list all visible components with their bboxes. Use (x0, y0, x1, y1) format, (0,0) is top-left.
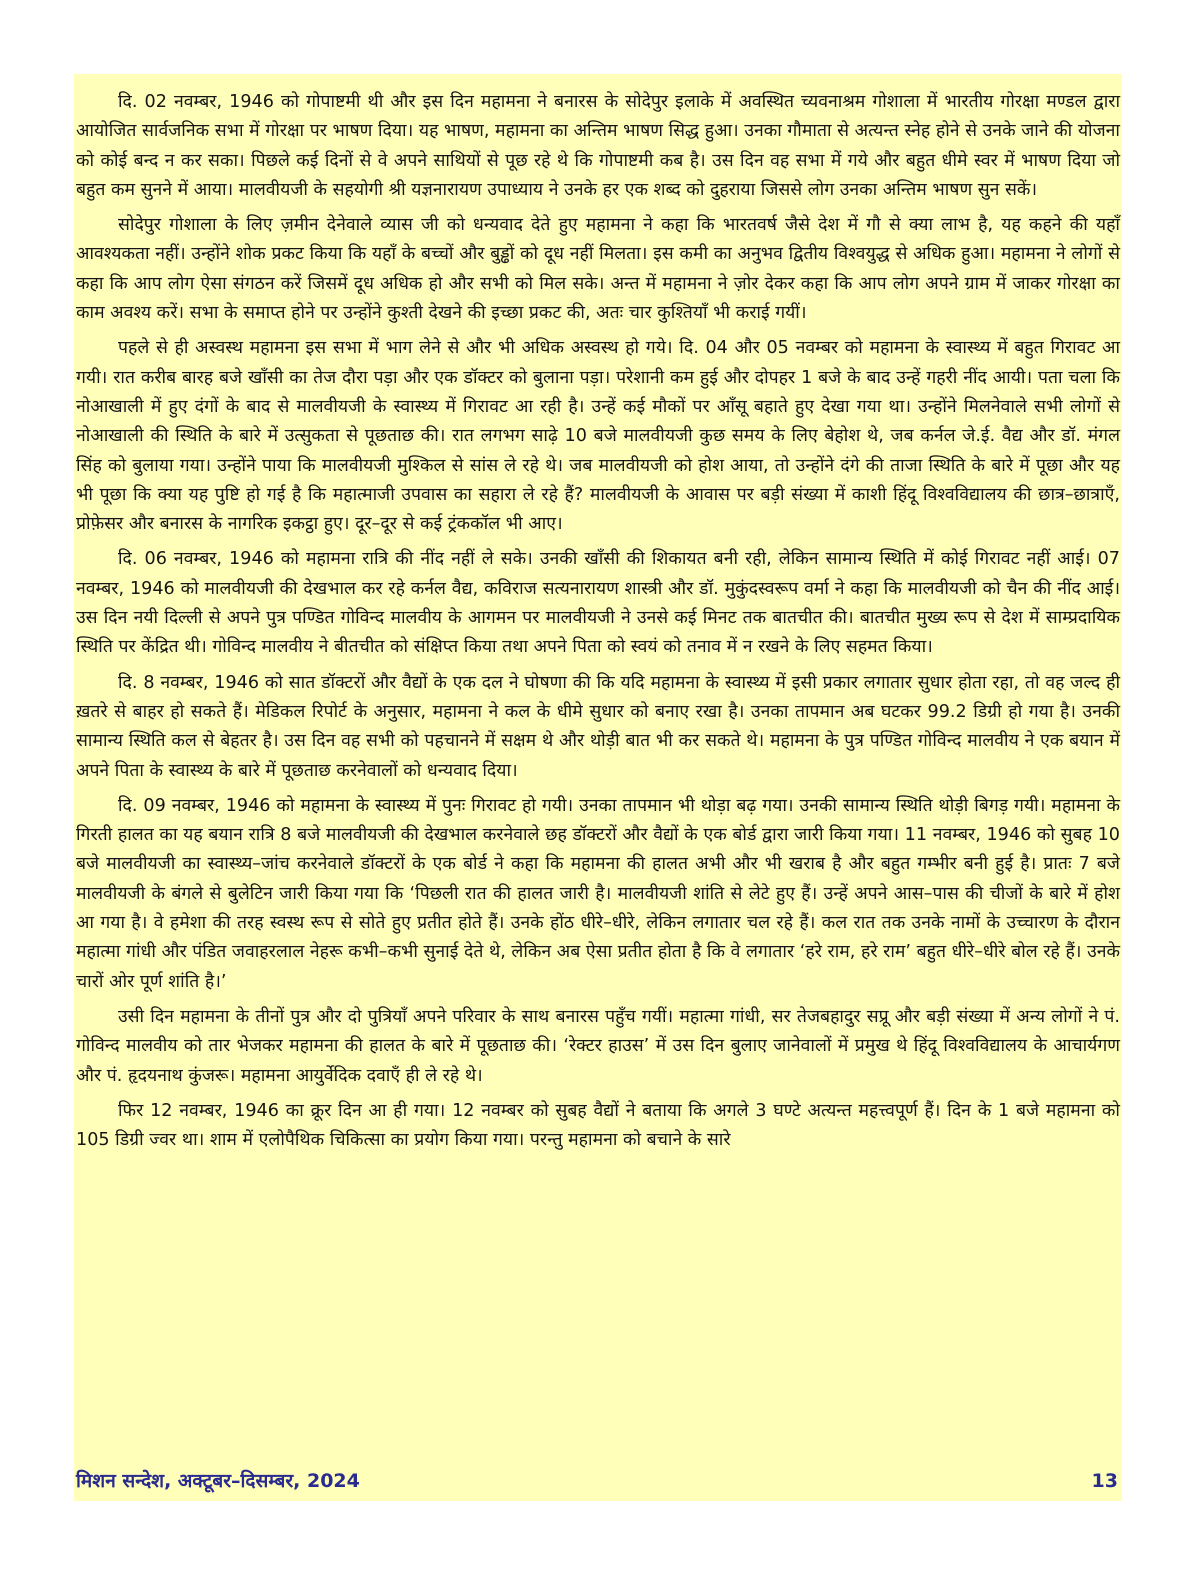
page-number: 13 (1091, 1470, 1118, 1492)
paragraph-sodepur-goshala: सोदेपुर गोशाला के लिए ज़मीन देनेवाले व्यास जी को धन्यवाद देते हुए महामना ने कहा कि भारतवर्ष जैसे देश में गौ से क्या लाभ है, यह कहने की यहाँ आवश्यकता नहीं। उन्होंने शोक प्रकट किया कि यहाँ के बच्चों और बुड्ढों को दूध नहीं मिलता। इस कमी का अनुभव द्वितीय विश्वयुद्ध से अधिक हुआ। महामना ने लोगों से कहा कि आप लोग ऐसा संगठन करें जिसमें दूध अधिक हो और सभी को मिल सके। अन्त में महामना ने ज़ोर देकर कहा कि आप लोग अपने ग्राम में जाकर गोरक्षा का काम अवश्य करें। सभा के समाप्त होने पर उन्होंने कुश्ती देखने की इच्छा प्रकट की, अतः चार कुश्तियाँ भी कराई गयीं। (76, 215, 1120, 324)
page-content-area (74, 74, 1122, 1501)
article-body (76, 88, 1120, 1161)
paragraph-family-arrival: उसी दिन महामना के तीनों पुत्र और दो पुत्रियाँ अपने परिवार के साथ बनारस पहुँच गयीं। महात्मा गांधी, सर तेजबहादुर सप्रू और बड़ी संख्या में अन्य लोगों ने पं. गोविन्द मालवीय को तार भेजकर महामना की हालत के बारे में पूछताछ की। ‘रेक्टर हाउस’ में उस दिन बुलाए जानेवालों में प्रमुख थे हिंदू विश्वविद्यालय के आचार्यगण और पं. हृदयनाथ कुंजरू। महामना आयुर्वेदिक दवाएँ ही ले रहे थे। (76, 1006, 1121, 1086)
paragraph-gopashtami-speech: दि. 02 नवम्बर, 1946 को गोपाष्टमी थी और इस दिन महामना ने बनारस के सोदेपुर इलाके में अवस्थित च्यवनाश्रम गोशाला में भारतीय गोरक्षा मण्डल द्वारा आयोजित सार्वजनिक सभा में गोरक्षा पर भाषण दिया। यह भाषण, महामना का अन्तिम भाषण सिद्ध हुआ। उनका गौमाता से अत्यन्त स्नेह होने से उनके जाने की योजना को कोई बन्द न कर सका। पिछले कई दिनों से वे अपने साथियों से पूछ रहे थे कि गोपाष्टमी कब है। उस दिन वह सभा में गये और बहुत धीमे स्वर में भाषण दिया जो बहुत कम सुनने में आया। मालवीयजी के सहयोगी श्री यज्ञनारायण उपाध्याय ने उनके हर एक शब्द को दुहराया जिससे लोग उनका अन्तिम भाषण सुन सकें। (76, 92, 1120, 200)
paragraph-november-9-11: दि. 09 नवम्बर, 1946 को महामना के स्वास्थ्य में पुनः गिरावट हो गयी। उनका तापमान भी थोड़ा बढ़ गया। उनकी सामान्य स्थिति थोड़ी बिगड़ गयी। महामना के गिरती हालत का यह बयान रात्रि 8 बजे मालवीयजी की देखभाल करनेवाले छह डॉक्टरों और वैद्यों के एक बोर्ड द्वारा जारी किया गया। 11 नवम्बर, 1946 को सुबह 10 बजे मालवीयजी का स्वास्थ्य–जांच करनेवाले डॉक्टरों के एक बोर्ड ने कहा कि महामना की हालत अभी और भी खराब है और बहुत गम्भीर बनी हुई है। प्रातः 7 बजे मालवीयजी के बंगले से बुलेटिन जारी किया गया कि ‘पिछली रात की हालत जारी है। मालवीयजी शांति से लेटे हुए हैं। उन्हें अपने आस–पास की चीजों के बारे में होश आ गया है। वे हमेशा की तरह स्वस्थ रूप से सोते हुए प्रतीत होते हैं। उनके होंठ धीरे–धीरे, लेकिन लगातार चल रहे हैं। कल रात तक उनके नामों के उच्चारण के दौरान महात्मा गांधी और पंडित जवाहरलाल नेहरू कभी–कभी सुनाई देते थे, लेकिन अब ऐसा प्रतीत होता है कि वे लगातार ‘हरे राम, हरे राम’ बहुत धीरे–धीरे बोल रहे हैं। उनके चारों ओर पूर्ण शांति है।’ (76, 795, 1120, 992)
paragraph-health-decline: पहले से ही अस्वस्थ महामना इस सभा में भाग लेने से और भी अधिक अस्वस्थ हो गये। दि. 04 और 05 नवम्बर को महामना के स्वास्थ्य में बहुत गिरावट आ गयी। रात करीब बारह बजे खाँसी का तेज दौरा पड़ा और एक डॉक्टर को बुलाना पड़ा। परेशानी कम हुई और दोपहर 1 बजे के बाद उन्हें गहरी नींद आयी। पता चला कि नोआखाली में हुए दंगों के बाद से मालवीयजी के स्वास्थ्य में गिरावट आ रही है। उन्हें कई मौकों पर आँसू बहाते हुए देखा गया था। उन्होंने मिलनेवाले सभी लोगों से नोआखाली की स्थिति के बारे में उत्सुकता से पूछताछ की। रात लगभग साढ़े 10 बजे मालवीयजी कुछ समय के लिए बेहोश थे, जब कर्नल जे.ई. वैद्य और डॉ. मंगल सिंह को बुलाया गया। उन्होंने पाया कि मालवीयजी मुश्किल से सांस ले रहे थे। जब मालवीयजी को होश आया, तो उन्होंने दंगे की ताजा स्थिति के बारे में पूछा और यह भी पूछा कि क्या यह पुष्टि हो गई है कि महात्माजी उपवास का सहारा ले रहे हैं? मालवीयजी के आवास पर बड़ी संख्या में काशी हिंदू विश्वविद्यालय की छात्र–छात्राएँ, प्रोफ़ेसर और बनारस के नागरिक इकट्ठा हुए। दूर–दूर से कई ट्रंककॉल भी आए। (76, 338, 1120, 535)
paragraph-november-6-7: दि. 06 नवम्बर, 1946 को महामना रात्रि की नींद नहीं ले सके। उनकी खाँसी की शिकायत बनी रही, लेकिन सामान्य स्थिति में कोई गिरावट नहीं आई। 07 नवम्बर, 1946 को मालवीयजी की देखभाल कर रहे कर्नल वैद्य, कविराज सत्यनारायण शास्त्री और डॉ. मुकुंदस्वरूप वर्मा ने कहा कि मालवीयजी को चैन की नींद आई। उस दिन नयी दिल्ली से अपने पुत्र पण्डित गोविन्द मालवीय के आगमन पर मालवीयजी ने उनसे कई मिनट तक बातचीत की। बातचीत मुख्य रूप से देश में साम्प्रदायिक स्थिति पर केंद्रित थी। गोविन्द मालवीय ने बीतचीत को संक्षिप्त किया तथा अपने पिता को स्वयं को तनाव में न रखने के लिए सहमत किया। (76, 549, 1120, 658)
magazine-issue-title: मिशन सन्देश, अक्टूबर–दिसम्बर, 2024 (76, 1470, 360, 1492)
paragraph-november-12: फिर 12 नवम्बर, 1946 का क्रूर दिन आ ही गया। 12 नवम्बर को सुबह वैद्यों ने बताया कि अगले 3 घण्टे अत्यन्त महत्त्वपूर्ण हैं। दिन के 1 बजे महामना को 105 डिग्री ज्वर था। शाम में एलोपैथिक चिकित्सा का प्रयोग किया गया। परन्तु महामना को बचाने के सारे (76, 1100, 1120, 1151)
paragraph-november-8: दि. 8 नवम्बर, 1946 को सात डॉक्टरों और वैद्यों के एक दल ने घोषणा की कि यदि महामना के स्वास्थ्य में इसी प्रकार लगातार सुधार होता रहा, तो वह जल्द ही ख़तरे से बाहर हो सकते हैं। मेडिकल रिपोर्ट के अनुसार, महामना ने कल के धीमे सुधार को बनाए रखा है। उनका तापमान अब घटकर 99.2 डिग्री हो गया है। उनकी सामान्य स्थिति कल से बेहतर है। उस दिन वह सभी को पहचानने में सक्षम थे और थोड़ी बात भी कर सकते थे। महामना के पुत्र पण्डित गोविन्द मालवीय ने एक बयान में अपने पिता के स्वास्थ्य के बारे में पूछताछ करनेवालों को धन्यवाद दिया। (76, 672, 1120, 781)
page-footer (74, 1466, 1122, 1496)
